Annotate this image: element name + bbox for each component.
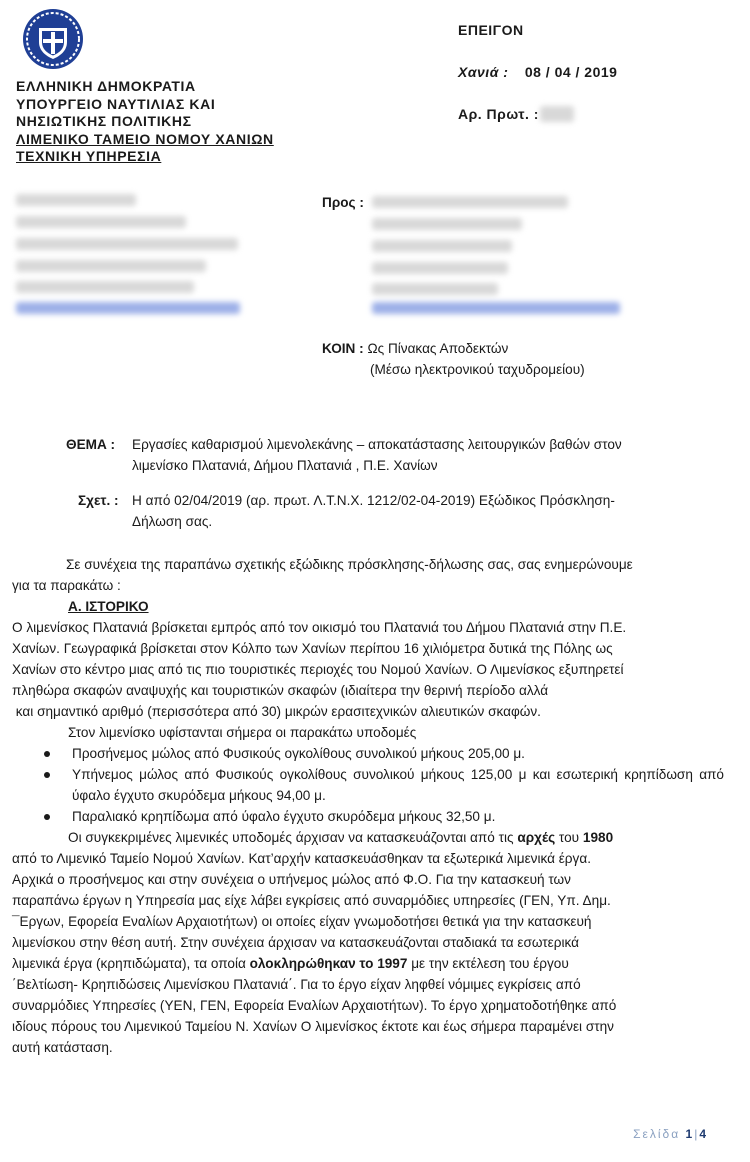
bullet-dot-icon [44,772,50,778]
paragraph-text: με την εκτέλεση του έργου [407,956,569,971]
bold-text: αρχές [517,830,556,845]
paragraph-line: αυτή κατάσταση. [12,1040,113,1055]
page-label: Σελίδα [633,1127,681,1141]
date-value: 08 / 04 / 2019 [524,64,618,80]
paragraph-line [12,953,724,974]
paragraph-text: Οι συγκεκριμένες λιμενικές υποδομές άρχισαν να κατασκευάζονται από τις [68,830,518,845]
redacted-protocol-number [540,106,574,122]
reference-line: Δήλωση σας. [132,514,213,529]
paragraph-line: λιμενίσκου στην θέση αυτή. Στην συνέχεια άρχισαν να κατασκευάζονται σταδιακά τα εσωτερικά [12,935,579,950]
sender-organization [16,78,274,166]
redacted-recipient [372,218,522,230]
to-label: Προς : [322,195,364,210]
bullet-text: Υπήνεμος μώλος από Φυσικούς ογκολίθους συνολικού μήκους 125,00 μ και εσωτερική κρηπίδωση από ύφαλο έγχυτο σκυρόδεμα μήκους 94,00 μ. [72,767,724,803]
org-line: ΕΛΛΗΝΙΚΗ ΔΗΜΟΚΡΑΤΙΑ [16,78,196,94]
redacted-email-link [16,302,240,314]
paragraph-line: και σημαντικό αριθμό (περισσότερα από 30) μικρών ερασιτεχνικών αλιευτικών σκαφών. [12,704,541,719]
bold-text: ολοκληρώθηκαν το 1997 [249,956,408,971]
koin-value: Ως Πίνακας Αποδεκτών [367,341,509,356]
bold-text: 1980 [582,830,614,845]
date-label: Χανιά : [458,64,509,80]
paragraph-line: συναρμόδιες Υπηρεσίες (ΥΕΝ, ΓΕΝ, Εφορεία Εναλίων Αρχαιοτήτων). Το έργο χρηματοδοτήθηκε από [12,998,617,1013]
urgency-label: ΕΠΕΙΓΟΝ [458,22,524,38]
greek-emblem-icon [22,8,84,70]
paragraph-line [12,827,724,848]
protocol-label: Αρ. Πρωτ. : [458,106,539,122]
protocol-line [458,106,539,122]
subject-line: Εργασίες καθαρισμού λιμενολεκάνης – αποκατάστασης λειτουργικών βαθών στον [132,437,622,452]
paragraph-text: του [555,830,583,845]
redacted-text [16,216,186,228]
bullet-dot-icon [44,814,50,820]
page-separator: | [694,1127,700,1141]
reference-label: Σχετ. : [78,493,119,508]
page-footer [633,1127,708,1141]
redacted-recipient [372,240,512,252]
redacted-text [16,194,136,206]
bullet-item [12,764,724,806]
paragraph-line: Χανίων. Γεωγραφικά βρίσκεται στον Κόλπο των Χανίων περίπου 16 χιλιόμετρα δυτικά της Πόλης ως [12,641,613,656]
redacted-text [16,281,194,293]
infra-intro: Στον λιμενίσκο υφίστανται σήμερα οι παρακάτω υποδομές [68,725,417,740]
subject-line: λιμενίσκο Πλατανιά, Δήμου Πλατανιά , Π.Ε. Χανίων [132,458,438,473]
subject-label: ΘΕΜΑ : [66,437,116,452]
redacted-text [16,260,206,272]
org-line: ΥΠΟΥΡΓΕΙΟ ΝΑΥΤΙΛΙΑΣ ΚΑΙ [16,95,216,112]
date-line [458,64,617,80]
redacted-text [16,238,238,250]
paragraph-line: πληθώρα σκαφών αναψυχής και τουριστικών σκαφών (ιδιαίτερα την θερινή περίοδο αλλά [12,683,549,698]
org-line-underlined: ΛΙΜΕΝΙΚΟ ΤΑΜΕΙΟ ΝΟΜΟΥ ΧΑΝΙΩΝ [16,130,274,147]
bullet-dot-icon [44,751,50,757]
paragraph-line: Χανίων στο κέντρο μιας από τις πιο τουριστικές περιοχές του Νομού Χανίων. Ο Λιμενίσκος εξυπηρετεί [12,662,624,677]
page-total: 4 [699,1127,708,1141]
paragraph-line: ΄Βελτίωση- Κρηπιδώσεις Λιμενίσκου Πλατανιά΄. Για το έργο είχαν ληφθεί νόμιμες εγκρίσεις από [12,977,581,992]
bullet-text: Παραλιακό κρηπίδωμα από ύφαλο έγχυτο σκυρόδεμα μήκους 32,50 μ. [72,809,496,824]
letter-body [12,554,724,1058]
paragraph-text: λιμενικά έργα (κρηπιδώματα), τα οποία [12,956,250,971]
section-title: Α. ΙΣΤΟΡΙΚΟ [68,599,149,614]
page-number: 1 [685,1127,695,1141]
org-line: ΝΗΣΙΩΤΙΚΗΣ ΠΟΛΙΤΙΚΗΣ [16,113,192,129]
reference-line: Η από 02/04/2019 (αρ. πρωτ. Λ.Τ.Ν.Χ. 1212/02-04-2019) Εξώδικος Πρόσκληση- [132,493,615,508]
intro-line: για τα παρακάτω : [12,578,121,593]
koin-note: (Μέσω ηλεκτρονικού ταχυδρομείου) [370,362,585,377]
intro-line: Σε συνέχεια της παραπάνω σχετικής εξώδικης πρόσκλησης-δήλωσης σας, σας ενημερώνουμε [66,557,633,572]
paragraph-line: παραπάνω έργων η Υπηρεσία μας είχε λάβει εγκρίσεις από συναρμόδιες υπηρεσίες (ΓΕΝ, Υπ. Δημ. [12,893,611,908]
org-line-underlined: ΤΕΧΝΙΚΗ ΥΠΗΡΕΣΙΑ [16,148,162,164]
bullet-item [12,743,724,764]
redacted-recipient [372,283,498,295]
paragraph-line: ¯Εργων, Εφορεία Εναλίων Αρχαιοτήτων) οι οποίες είχαν γνωμοδοτήσει θετικά για την κατασκευή [12,914,592,929]
paragraph-line: από το Λιμενικό Ταμείο Νομού Χανίων. Κατ’αρχήν κατασκευάσθηκαν τα εξωτερικά λιμενικά έργα. [12,851,591,866]
bullet-text: Προσήνεμος μώλος από Φυσικούς ογκολίθους συνολικού μήκους 205,00 μ. [72,746,525,761]
bullet-item [12,806,724,827]
redacted-recipient [372,196,568,208]
paragraph-line: ιδίους πόρους του Λιμενικού Ταμείου Ν. Χανίων Ο λιμενίσκος έκτοτε και έως σήμερα παραμένει στην [12,1019,614,1034]
paragraph-line: Αρχικά ο προσήνεμος και στην συνέχεια ο υπήνεμος μώλος από Φ.Ο. Για την κατασκευή των [12,872,571,887]
redacted-recipient-email [372,302,620,314]
paragraph-line: Ο λιμενίσκος Πλατανιά βρίσκεται εμπρός από τον οικισμό του Πλατανιά του Δήμου Πλατανιά στην Π.Ε. [12,620,627,635]
koin-label: ΚΟΙΝ : [322,341,364,356]
koin-line [322,338,508,359]
redacted-recipient [372,262,508,274]
